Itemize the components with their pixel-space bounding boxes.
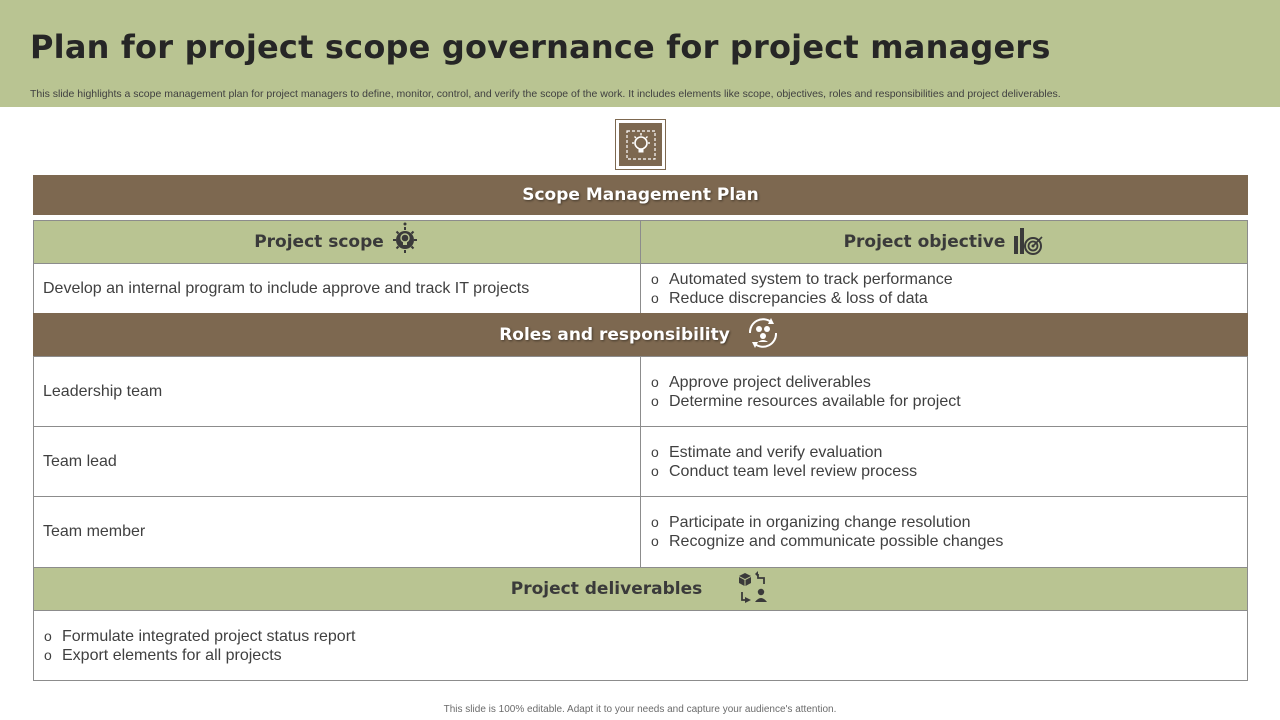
roles-title: Roles and responsibility [499,325,730,345]
list-item: o Automated system to track performance [651,270,953,288]
project-scope-text: Develop an internal program to include approve and track IT projects [43,279,530,297]
list-item: o Determine resources available for project [651,392,961,410]
header-band [0,0,1280,107]
role-responsibility-cell [640,356,1248,427]
scope-objective-header-row [33,220,1248,264]
list-item: o Participate in organizing change resolution [651,514,971,531]
deliverables-list [44,627,355,665]
list-item: o Export elements for all projects [44,646,282,664]
responsibility-list [651,443,917,481]
list-item: o Conduct team level review process [651,462,918,480]
box-person-exchange-icon [736,570,770,609]
project-scope-label: Project scope [254,232,384,252]
list-item: o Estimate and verify evaluation [651,443,883,461]
list-item: o Approve project deliverables [651,373,871,391]
project-scope-header [34,221,641,263]
deliverables-header [33,567,1248,611]
scope-management-plan-title: Scope Management Plan [522,185,759,205]
role-cell [33,496,641,568]
list-item: o Recognize and communicate possible changes [651,533,1004,550]
role-cell [33,356,641,427]
role-responsibility-cell [640,496,1248,568]
role-name: Leadership team [43,382,163,400]
deliverables-title: Project deliverables [510,579,703,599]
list-item: o Formulate integrated project status report [44,627,356,645]
target-chart-icon [1011,222,1045,263]
project-objective-header [641,221,1248,263]
project-objective-label: Project objective [843,232,1006,252]
role-responsibility-cell [640,426,1248,497]
footer-note: This slide is 100% editable. Adapt it to your needs and capture your audience's attention. [443,704,837,715]
role-name: Team lead [43,452,117,470]
role-cell [33,426,641,497]
lightbulb-icon [615,119,666,170]
scope-management-plan-header [33,175,1248,215]
responsibility-list [651,373,961,411]
team-cycle-icon [744,314,782,357]
project-objective-cell [640,263,1248,314]
list-item: o Reduce discrepancies & loss of data [651,289,928,307]
project-objective-list [651,270,953,308]
page-title: Plan for project scope governance for project managers [30,28,1051,66]
deliverables-cell [33,610,1248,681]
role-name: Team member [43,523,146,540]
project-scope-cell [33,263,641,314]
roles-header [33,313,1248,357]
page-subtitle: This slide highlights a scope management plan for project managers to define, monitor, control, and verify the scope of the work. It includes elements like scope, objectives, roles and responsibilities and project deliverables. [30,88,1061,100]
responsibility-list [651,513,1003,551]
lightbulb-gear-icon [390,221,420,264]
